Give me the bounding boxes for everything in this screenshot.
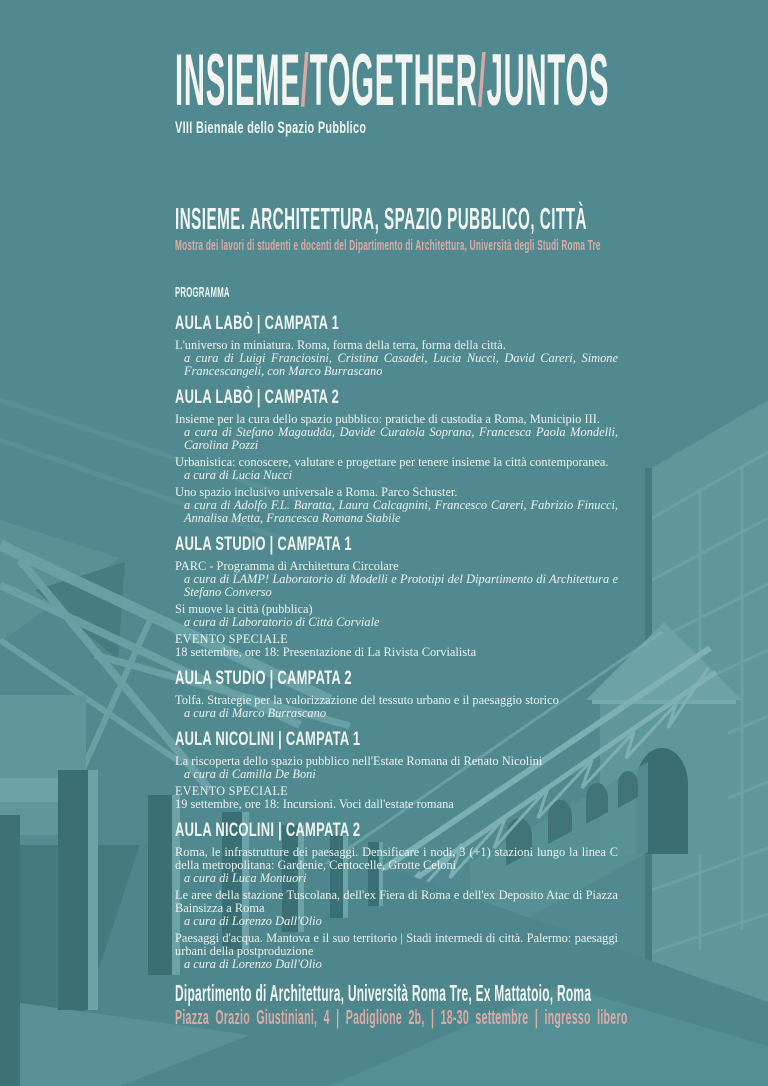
section-aula-studio-campata-2 — [175, 668, 618, 720]
event-curators: a cura di Adolfo F.L. Baratta, Laura Calcagnini, Francesco Careri, Fabrizio Finucci, Annalisa Metta, Francesca Romana Stabile — [184, 498, 618, 525]
event-title: PARC - Programma di Architettura Circolare — [175, 559, 399, 573]
title-slash-icon: / — [477, 40, 487, 121]
event — [175, 603, 618, 629]
footer-institution: Dipartimento di Architettura, Università Roma Tre, Ex Mattatoio, Roma — [175, 980, 592, 1006]
event-curators: a cura di Lorenzo Dall'Olio — [184, 914, 322, 928]
event-title: Le aree della stazione Tuscolana, dell'ex Fiera di Roma e dell'ex Deposito Atac di Piazza Bainsizza a Roma — [175, 888, 618, 915]
footer-address-dates: Piazza Orazio Giustiniani, 4 | Padiglione 2b, | 18-30 settembre | ingresso libero — [175, 1007, 628, 1029]
section-aula-studio-campata-1 — [175, 534, 618, 659]
event — [175, 339, 618, 378]
event-curators: a cura di LAMP! Laboratorio di Modelli e Prototipi del Dipartimento di Architettura e Stefano Converso — [184, 572, 618, 599]
event-title: Insieme per la cura dello spazio pubblico: pratiche di custodia a Roma, Municipio III. — [175, 412, 600, 426]
event — [175, 932, 618, 971]
event-curators: a cura di Marco Burrascano — [184, 706, 327, 720]
event-title: L'universo in miniatura. Roma, forma della terra, forma della città. — [175, 338, 506, 352]
event-curators: a cura di Lucia Nucci — [184, 468, 293, 482]
program-list — [175, 286, 618, 975]
venue-heading: AULA STUDIO | CAMPATA 2 — [175, 668, 352, 689]
event-title: Roma, le infrastrutture dei paesaggi. Densificare i nodi, 3 (+1) stazioni lungo la linea C della metropolitana: Gardenie, Centocelle, Grotte Celoni — [175, 845, 618, 872]
section-aula-labo-campata-1 — [175, 313, 618, 378]
special-event-text: 18 settembre, ore 18: Presentazione di La Rivista Corvialista — [175, 645, 477, 659]
event — [175, 456, 618, 482]
event-title: Si muove la città (pubblica) — [175, 602, 313, 616]
event-title: Tolfa. Strategie per la valorizzazione del tessuto urbano e il paesaggio storico — [175, 693, 559, 707]
event — [175, 560, 618, 599]
masthead — [175, 40, 768, 137]
venue-heading: AULA LABÒ | CAMPATA 2 — [175, 387, 340, 408]
venue-heading: AULA NICOLINI | CAMPATA 1 — [175, 729, 361, 750]
program-label: PROGRAMMA — [175, 284, 230, 301]
event-title: Urbanistica: conoscere, valutare e progettare per tenere insieme la città contemporanea. — [175, 455, 609, 469]
section-aula-labo-campata-2 — [175, 387, 618, 525]
event-title: Paesaggi d'acqua. Mantova e il suo territorio | Stadi intermedi di città. Palermo: paesaggi urbani della postproduzione — [175, 931, 618, 958]
section-aula-nicolini-campata-1 — [175, 729, 618, 811]
special-event-label: EVENTO SPECIALE — [175, 784, 288, 798]
venue-heading: AULA NICOLINI | CAMPATA 2 — [175, 820, 361, 841]
venue-heading: AULA STUDIO | CAMPATA 1 — [175, 534, 352, 555]
event — [175, 486, 618, 525]
event-title: Uno spazio inclusivo universale a Roma. Parco Schuster. — [175, 485, 458, 499]
event-curators: a cura di Laboratorio di Città Corviale — [184, 615, 380, 629]
section-aula-nicolini-campata-2 — [175, 820, 618, 971]
event — [175, 413, 618, 452]
event-curators: a cura di Stefano Magaudda, Davide Curatola Soprana, Francesca Paola Mondelli, Carolina Pozzi — [184, 425, 618, 452]
exhibition-title: INSIEME. ARCHITETTURA, SPAZIO PUBBLICO, CITTÀ — [175, 201, 587, 236]
exhibition-subtitle: Mostra dei lavori di studenti e docenti del Dipartimento di Architettura, Università degli Studi Roma Tre — [175, 237, 601, 254]
special-event — [175, 785, 618, 811]
special-event-label: EVENTO SPECIALE — [175, 632, 288, 646]
event — [175, 755, 618, 781]
special-event-text: 19 settembre, ore 18: Incursioni. Voci dall'estate romana — [175, 797, 454, 811]
venue-footer — [175, 981, 768, 1028]
title-word-insieme: INSIEME — [175, 40, 301, 121]
event — [175, 694, 618, 720]
title-word-juntos: JUNTOS — [486, 40, 610, 121]
event-title: La riscoperta dello spazio pubblico nell'Estate Romana di Renato Nicolini — [175, 754, 543, 768]
title-slash-icon: / — [300, 40, 310, 121]
exhibition-intro — [175, 201, 768, 254]
event — [175, 889, 618, 928]
special-event — [175, 633, 618, 659]
poster-subtitle: VIII Biennale dello Spazio Pubblico — [175, 118, 367, 137]
event-curators: a cura di Camilla De Boni — [184, 767, 316, 781]
event-curators: a cura di Luigi Franciosini, Cristina Casadei, Lucia Nucci, David Careri, Simone Francescangeli, con Marco Burrascano — [184, 351, 618, 378]
event-curators: a cura di Lorenzo Dall'Olio — [184, 957, 322, 971]
poster-title — [175, 40, 610, 121]
venue-heading: AULA LABÒ | CAMPATA 1 — [175, 313, 340, 334]
event — [175, 846, 618, 885]
title-word-together: TOGETHER — [309, 40, 478, 121]
event-curators: a cura di Luca Montuori — [184, 871, 307, 885]
